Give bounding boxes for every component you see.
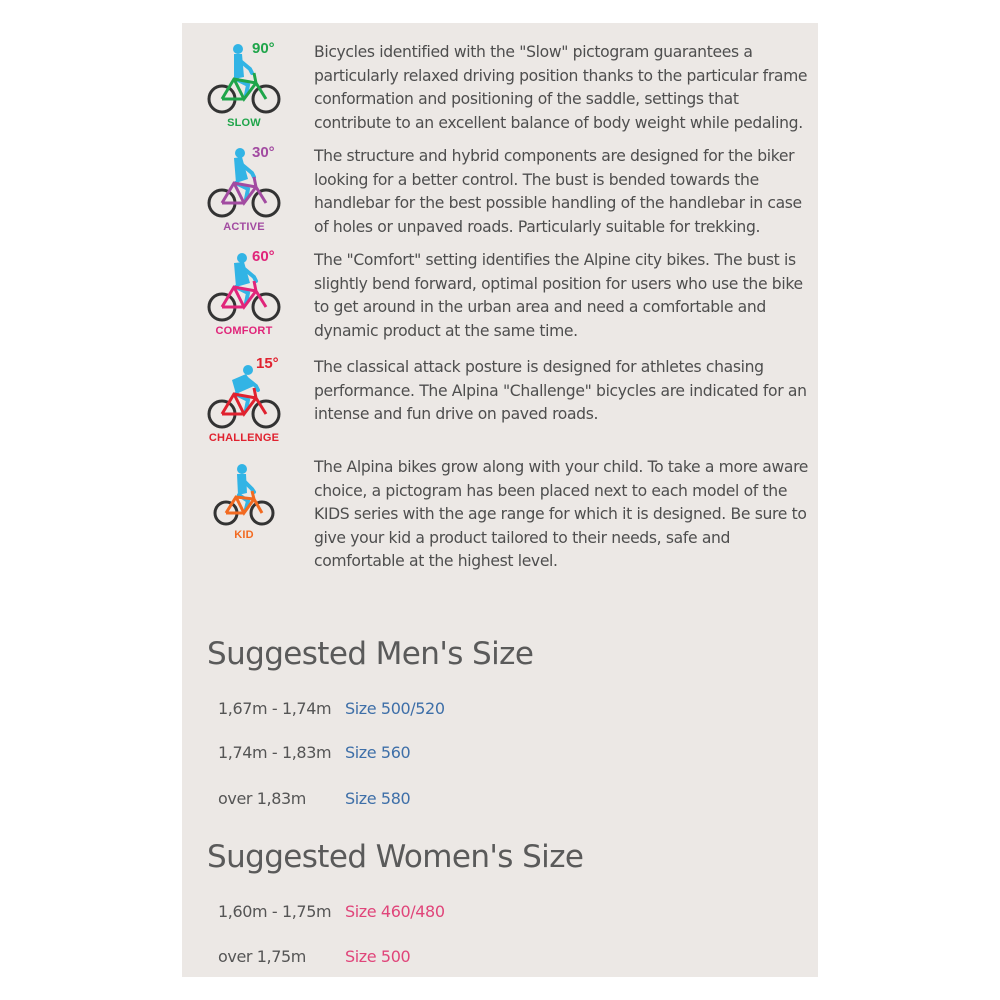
kid-pictogram bbox=[204, 459, 284, 551]
posture-item-comfort bbox=[182, 249, 818, 349]
height-range: 1,67m - 1,74m bbox=[218, 699, 332, 718]
posture-description: The "Comfort" setting identifies the Alpine city bikes. The bust is slightly bend forward, optimal position for users who use the bike to get around in the urban area and need a comfortable and dynamic product at the same time. bbox=[314, 251, 803, 340]
posture-description: Bicycles identified with the "Slow" pictogram guarantees a particularly relaxed driving position thanks to the particular frame conformation and positioning of the saddle, settings that contribute to an excellent balance of body weight while pedaling. bbox=[314, 43, 808, 132]
angle-label: 60° bbox=[252, 248, 275, 265]
posture-name: ACTIVE bbox=[223, 221, 265, 233]
content-panel bbox=[182, 23, 818, 977]
posture-item-challenge bbox=[182, 356, 818, 456]
mens-size-heading: Suggested Men's Size bbox=[207, 636, 534, 672]
size-value: Size 560 bbox=[345, 743, 411, 762]
height-range: 1,60m - 1,75m bbox=[218, 902, 332, 921]
active-pictogram bbox=[204, 145, 284, 237]
slow-pictogram bbox=[204, 41, 284, 133]
angle-label: 90° bbox=[252, 40, 275, 57]
posture-name: COMFORT bbox=[215, 325, 273, 337]
posture-name: SLOW bbox=[227, 117, 261, 129]
posture-description: The structure and hybrid components are designed for the biker looking for a better control. The bust is bended towards the handlebar for the best possible handling of the handlebar in case of holes or unpaved roads. Particularly suitable for trekking. bbox=[314, 147, 802, 236]
angle-label: 15° bbox=[256, 355, 279, 372]
posture-item-slow bbox=[182, 41, 818, 141]
height-range: over 1,83m bbox=[218, 789, 306, 808]
height-range: 1,74m - 1,83m bbox=[218, 743, 332, 762]
height-range: over 1,75m bbox=[218, 947, 306, 966]
posture-name: CHALLENGE bbox=[208, 432, 280, 444]
angle-label: 30° bbox=[252, 144, 275, 161]
posture-item-active bbox=[182, 145, 818, 245]
posture-item-kid bbox=[182, 457, 818, 587]
posture-description: The classical attack posture is designed for athletes chasing performance. The Alpina "Challenge" bicycles are indicated for an intense and fun drive on paved roads. bbox=[314, 358, 807, 423]
size-value: Size 500/520 bbox=[345, 699, 445, 718]
posture-description: The Alpina bikes grow along with your child. To take a more aware choice, a pictogram has been placed next to each model of the KIDS series with the age range for which it is designed. Be sure to give your kid a product tailored to their needs, safe and comfortable at the highest level. bbox=[314, 458, 809, 570]
size-value: Size 460/480 bbox=[345, 902, 445, 921]
size-value: Size 500 bbox=[345, 947, 411, 966]
posture-name: KID bbox=[234, 529, 254, 541]
challenge-pictogram bbox=[204, 356, 284, 448]
comfort-pictogram bbox=[204, 249, 284, 341]
size-value: Size 580 bbox=[345, 789, 411, 808]
womens-size-heading: Suggested Women's Size bbox=[207, 839, 584, 875]
